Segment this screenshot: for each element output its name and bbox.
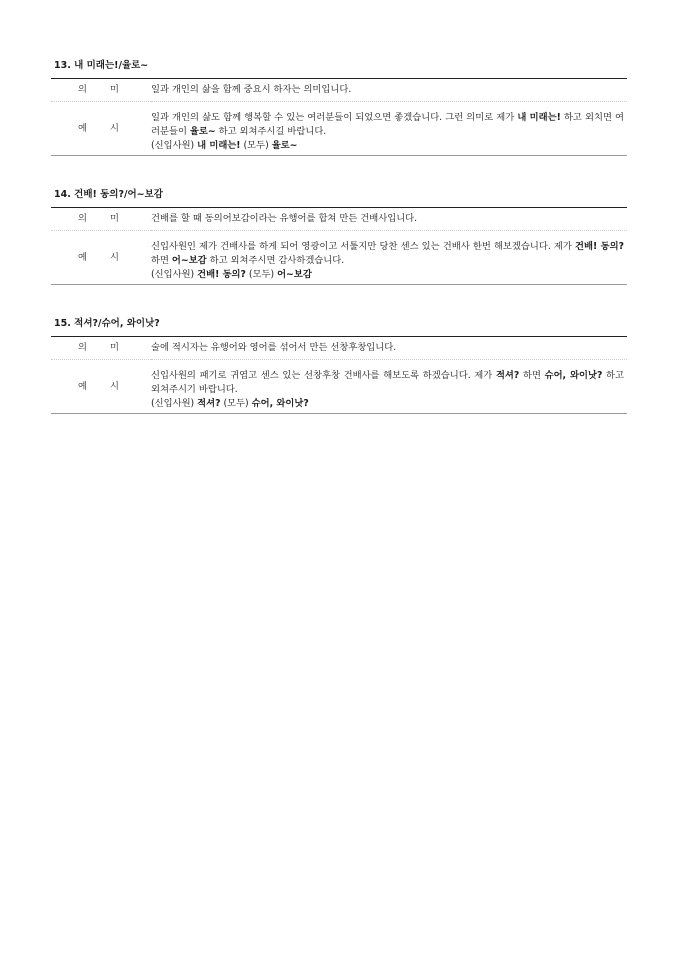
meaning-row — [51, 337, 627, 360]
meaning-text: 일과 개인의 삶을 함께 중요시 하자는 의미입니다. — [151, 79, 627, 102]
response-speaker: (모두) — [245, 269, 278, 280]
example-text-part: 하고 외쳐주시길 바랍니다. — [215, 126, 327, 137]
response-speaker: (모두) — [220, 398, 252, 409]
example-text — [151, 102, 627, 156]
example-text-part: 하고 외치면 여러분들이 — [151, 112, 624, 137]
meaning-row — [51, 79, 627, 102]
example-call-bold: 건배! 동의? — [575, 241, 625, 252]
section-14 — [51, 189, 627, 285]
section-title: 13. 내 미래는!/율로~ — [54, 60, 149, 71]
call-text: 내 미래는! — [197, 140, 241, 151]
response-text: 어~보감 — [277, 269, 312, 280]
example-label: 예 시 — [78, 122, 129, 134]
example-text-part: 일과 개인의 삶도 함께 행복할 수 있는 여러분들이 되었으면 좋겠습니다. 그런 의미로 제가 — [151, 112, 518, 123]
call-speaker: (신입사원) — [151, 140, 198, 151]
example-paragraph — [151, 111, 624, 139]
example-response-bold: 율로~ — [189, 126, 216, 137]
example-text — [151, 360, 627, 414]
response-text: 율로~ — [271, 140, 298, 151]
meaning-label: 의 미 — [51, 79, 151, 102]
section-13 — [51, 60, 627, 156]
example-call-bold: 적셔? — [495, 370, 520, 381]
meaning-row — [51, 208, 627, 231]
response-text: 슈어, 와이낫? — [251, 398, 309, 409]
section-table — [51, 78, 627, 156]
example-paragraph — [151, 240, 624, 268]
example-label: 예 시 — [78, 251, 129, 263]
section-15 — [51, 318, 627, 414]
call-response-line — [151, 397, 624, 411]
example-row — [51, 102, 627, 156]
example-text-part: 하면 — [519, 370, 545, 381]
example-text-part: 신입사원인 제가 건배사를 하게 되어 영광이고 서툴지만 당찬 센스 있는 건배사 한번 해보겠습니다. 제가 — [151, 241, 576, 252]
example-text-part: 하고 외쳐주시기 바랍니다. — [151, 370, 624, 395]
example-row — [51, 231, 627, 285]
example-paragraph — [151, 369, 624, 397]
example-text-part: 하면 — [151, 255, 172, 266]
example-text-part: 하고 외쳐주시면 감사하겠습니다. — [206, 255, 345, 266]
example-label: 예 시 — [78, 380, 129, 392]
section-title: 14. 건배! 동의?/어~보감 — [54, 189, 163, 200]
meaning-text: 술에 적시자는 유행어와 영어를 섞어서 만든 선창후창입니다. — [151, 337, 627, 360]
call-speaker: (신입사원) — [151, 269, 198, 280]
example-response-bold: 어~보감 — [171, 255, 207, 266]
meaning-label: 의 미 — [51, 208, 151, 231]
example-text-part: 신입사원의 패기로 귀엽고 센스 있는 선창후창 건배사를 해보도록 하겠습니다. 제가 — [151, 370, 496, 381]
section-title: 15. 적셔?/슈어, 와이낫? — [54, 318, 160, 329]
meaning-label: 의 미 — [51, 337, 151, 360]
example-response-bold: 슈어, 와이낫? — [544, 370, 603, 381]
call-text: 적셔? — [197, 398, 221, 409]
section-table — [51, 207, 627, 285]
call-text: 건배! 동의? — [197, 269, 246, 280]
call-response-line — [151, 139, 624, 153]
meaning-text: 건배를 할 때 동의어보감이라는 유행어를 합쳐 만든 건배사입니다. — [151, 208, 627, 231]
response-speaker: (모두) — [240, 140, 272, 151]
call-response-line — [151, 268, 624, 282]
call-speaker: (신입사원) — [151, 398, 198, 409]
example-text — [151, 231, 627, 285]
example-call-bold: 내 미래는! — [517, 112, 561, 123]
example-row — [51, 360, 627, 414]
section-table — [51, 336, 627, 414]
